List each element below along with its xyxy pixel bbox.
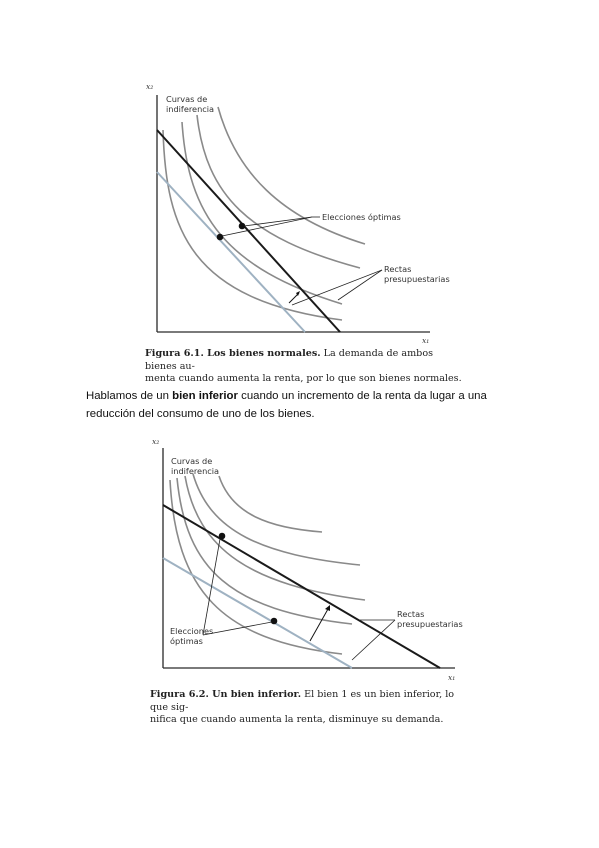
- figure2-x-axis-label: x₁: [448, 673, 456, 682]
- figure2-caption: [150, 689, 470, 727]
- figure1-curves-label-2: indiferencia: [166, 104, 215, 114]
- figure1-caption-bold: Figura 6.1. Los bienes normales.: [145, 348, 321, 359]
- figure1-budget-line-new: [157, 130, 340, 332]
- figure1-caption-text-1: La demanda de ambos bienes au-: [145, 348, 434, 372]
- figure2-y-axis-label: x₂: [152, 437, 160, 446]
- figure1-y-axis-label: x₂: [146, 82, 154, 91]
- figure2-curves-label-2: indiferencia: [171, 466, 220, 476]
- figure2-optimal-point-new: [219, 533, 226, 540]
- figure2-budget-line-old: [163, 558, 352, 668]
- figure1-budget-lines: [157, 130, 340, 332]
- paragraph-text-after: cuando un incremento de la renta da lugar a una reducción del consumo de uno de los bienes.: [86, 390, 487, 420]
- figure2-caption-text-1: El bien 1 es un bien inferior, lo que sig-: [150, 689, 455, 713]
- figure2-optimal-label-1: Elecciones: [170, 626, 214, 636]
- figure2-budget-label-1: Rectas: [397, 609, 425, 619]
- figure2-caption-text-2: nifica que cuando aumenta la renta, disminuye su demanda.: [150, 714, 444, 725]
- figure2-curves-label-1: Curvas de: [171, 456, 213, 466]
- figure-inferior-good: [0, 430, 599, 690]
- figure2-optimal-label-2: óptimas: [170, 636, 203, 646]
- figure2-caption-bold: Figura 6.2. Un bien inferior.: [150, 689, 302, 700]
- figure1-budget-line-old: [157, 172, 305, 332]
- figure1-shift-arrow: [289, 291, 300, 303]
- figure2-budget-label-2: presupuestarias: [397, 619, 463, 629]
- paragraph-text-before: Hablamos de un: [86, 390, 173, 402]
- body-paragraph: [86, 388, 526, 423]
- figure1-curves-label-1: Curvas de: [166, 94, 208, 104]
- figure1-leader-lines: [222, 217, 382, 305]
- figure2-shift-arrow: [310, 605, 330, 641]
- paragraph-bold-term: bien inferior: [172, 390, 238, 402]
- figure1-indifference-curve-3: [197, 115, 360, 268]
- figure2-indifference-curve-3: [185, 476, 365, 600]
- figure1-budget-label-2: presupuestarias: [384, 274, 450, 284]
- figure2-indifference-curve-2: [177, 478, 352, 624]
- figure2-optimal-point-old: [271, 618, 278, 625]
- figure1-x-axis-label: x₁: [422, 336, 430, 345]
- figure1-caption-text-2: menta cuando aumenta la renta, por lo que son bienes normales.: [145, 373, 462, 384]
- figure1-indifference-curve-2: [182, 122, 342, 304]
- figure1-budget-label-1: Rectas: [384, 264, 412, 274]
- figure1-optimal-point-old: [217, 234, 224, 241]
- figure1-optimal-label: Elecciones óptimas: [322, 212, 401, 222]
- figure-normal-goods: [0, 0, 599, 345]
- figure2-indifference-curve-5: [219, 476, 322, 532]
- figure1-caption: [145, 348, 465, 386]
